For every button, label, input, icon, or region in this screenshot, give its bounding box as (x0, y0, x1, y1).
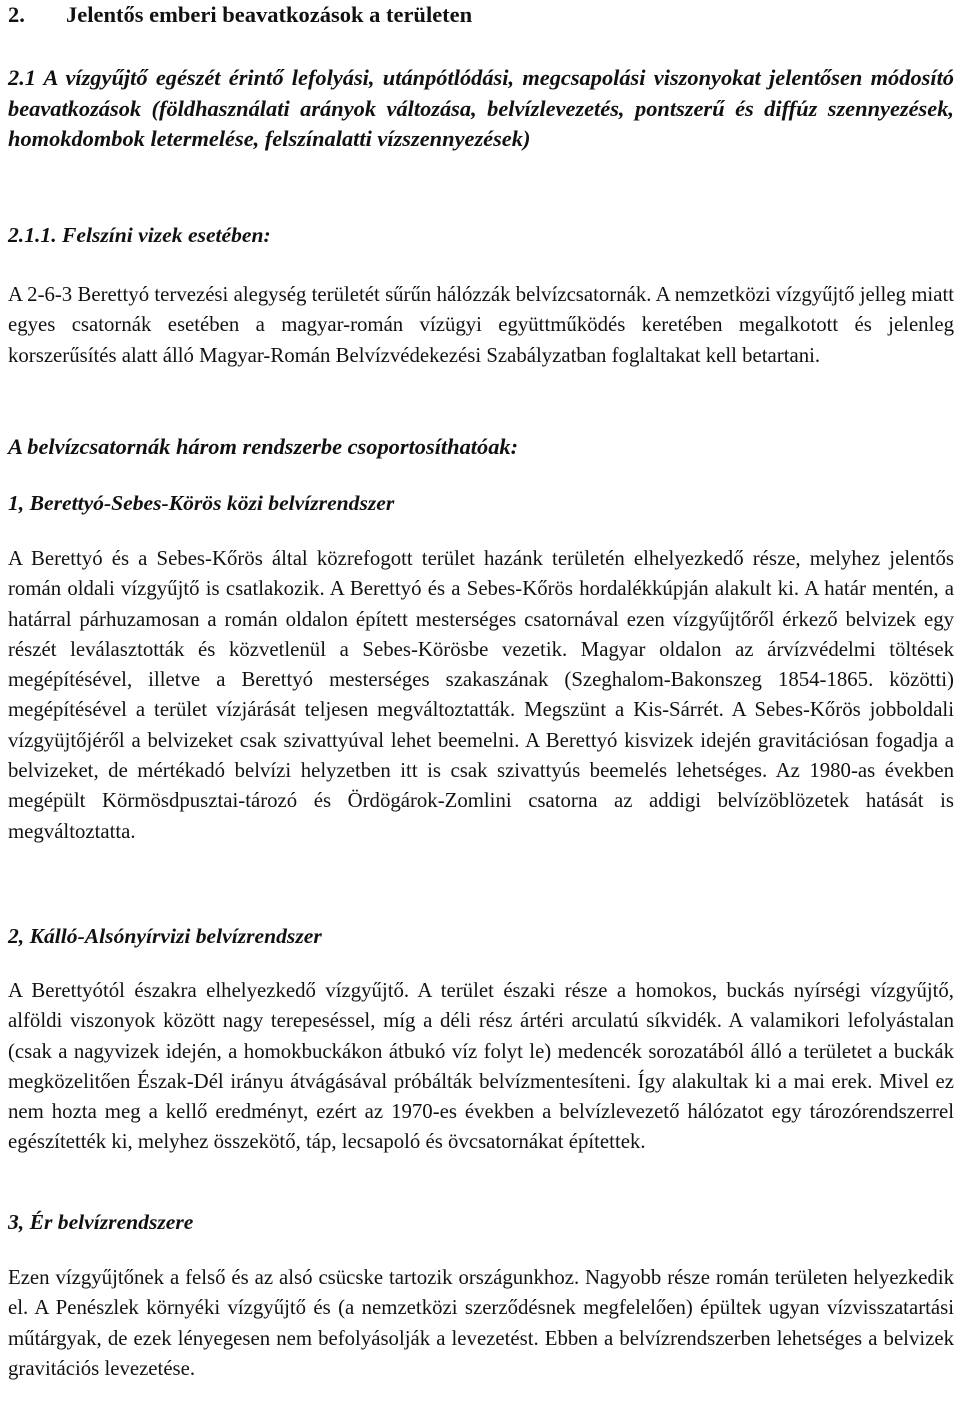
system-3-title: 3, Ér belvízrendszere (8, 1210, 194, 1234)
system-2-title: 2, Kálló-Alsónyírvizi belvízrendszer (8, 924, 322, 948)
grouping-heading: A belvízcsatornák három rendszerbe csoportosíthatóak: (8, 434, 519, 459)
chapter-number: 2. (8, 2, 25, 27)
system-2-paragraph: A Berettyótól északra elhelyezkedő vízgyűjtő. A terület északi része a homokos, buckás nyírségi vízgyűjtő, alföldi viszonyok között nagy terepeséssel, míg a déli rész ártéri arculatú síkvidék. A valamikori lefolyástalan (csak a nagyvizek idején, a homokbuckákon átbukó víz folyt le) medencék sorozatából álló a területet a buckák megközelitően Észak-Dél irányu átvágásával próbálták belvízmentesíteni. Így alakultak ki a mai erek. Mivel ez nem hozta meg a kellő eredményt, ezért az 1970-es években a belvízlevezető hálózatot egy tározórendszerrel egészítették ki, melyhez összekötő, táp, lecsapoló és övcsatornákat építettek. (8, 979, 954, 1154)
system-3-paragraph: Ezen vízgyűjtőnek a felső és az alsó csücske tartozik országunkhoz. Nagyobb része román területen helyezkedik el. A Penészlek környéki vízgyűjtő és (a nemzetközi szerződésnek megfelelően) épültek ugyan vízvisszatartási műtárgyak, de ezek lényegesen nem befolyásolják a levezetést. Ebben a belvízrendszerben lehetséges a belvizek gravitációs levezetése. (8, 1266, 954, 1380)
system-1-title: 1, Berettyó-Sebes-Körös közi belvízrendszer (8, 491, 395, 515)
system-1-paragraph: A Berettyó és a Sebes-Kőrös által közrefogott terület hazánk területén elhelyezkedő része, melyhez jelentős román oldali vízgyűjtő is csatlakozik. A Berettyó és a Sebes-Kőrös hordalékkúpján alakult ki. A határ mentén, a határral párhuzamosan a román oldalon épített mesterséges csatornával ezen vízgyűjtőről érkező belvizek egy részét leválasztották és közvetlenül a Sebes-Körösbe vezetik. Magyar oldalon az árvízvédelmi töltések megépítésével, illetve a Berettyó mesterséges szakaszának (Szeghalom-Bakonszeg 1854-1865. közötti) megépítésével a terület vízjárását teljesen megváltoztatták. Megszünt a Kis-Sárrét. A Sebes-Kőrös jobboldali vízgyüjtőjéről a belvizeket csak szivattyúval lehet beemelni. A Berettyó kisvizek idején gravitációsan fogadja a belvizeket, de mértékadó belvízi helyzetben itt is csak szivattyús beemelés lehetséges. Az 1980-as években megépült Körmösdpusztai-tározó és Ördögárok-Zomlini csatorna az addigi belvízöblözetek hatását is megváltoztatta. (8, 547, 954, 843)
intro-paragraph: A 2-6-3 Berettyó tervezési alegység területét sűrűn hálózzák belvízcsatornák. A nemzetközi vízgyűjtő jelleg miatt egyes csatornák esetében a magyar-román vízügyi együttműködés keretében megalkotott és jelenleg korszerűsítés alatt álló Magyar-Román Belvízvédekezési Szabályzatban foglaltakat kell betartani. (8, 283, 954, 367)
chapter-title: Jelentős emberi beavatkozások a területen (66, 2, 473, 27)
section-heading: 2.1 A vízgyűjtő egészét érintő lefolyási, utánpótlódási, megcsapolási viszonyokat jelentősen módosító beavatkozások (földhasználati arányok változása, belvízlevezetés, pontszerű és diffúz szennyezések, homokdombok letermelése, felszínalatti vízszennyezések) (8, 65, 954, 151)
subsection-heading: 2.1.1. Felszíni vizek esetében: (8, 223, 271, 247)
chapter-heading (8, 1, 472, 29)
